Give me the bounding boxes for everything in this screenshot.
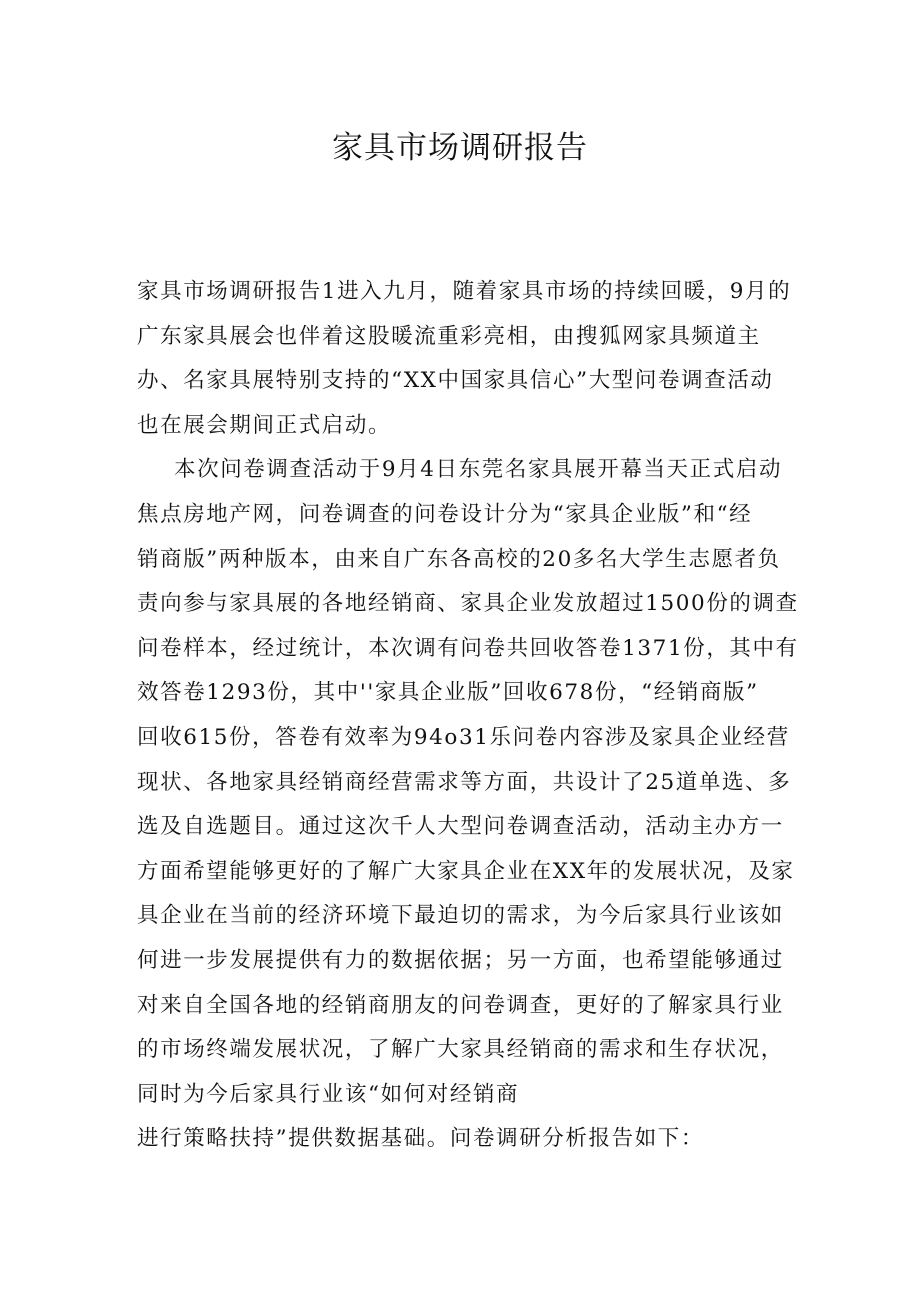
body-line: 的市场终端发展状况，了解广大家具经销商的需求和生存状况，	[137, 1037, 784, 1063]
body-line: 对来自全国各地的经销商朋友的问卷调查，更好的了解家具行业	[137, 992, 784, 1018]
body-line: 也在展会期间正式启动。	[137, 412, 392, 438]
body-line: 效答卷1293份，其中''家具企业版”回收678份，“经销商版”	[137, 680, 759, 706]
body-line: 选及自选题目。通过这次千人大型问卷调查活动，活动主办方一	[137, 814, 784, 840]
body-line: 问卷样本，经过统计，本次调有问卷共回收答卷1371份，其中有	[137, 635, 799, 661]
body-line: 本次问卷调查活动于9月4日东莞名家具展开幕当天正式启动	[174, 457, 783, 483]
body-line: 焦点房地产网，问卷调查的问卷设计分为“家具企业版”和“经	[137, 501, 753, 527]
body-line: 现状、各地家具经销商经营需求等方面，共设计了25道单选、多	[137, 769, 792, 795]
body-line: 家具市场调研报告1进入九月，随着家具市场的持续回暖，9月的	[137, 279, 792, 304]
body-line: 进行策略扶持”提供数据基础。问卷调研分析报告如下：	[137, 1126, 704, 1152]
body-line: 回收615份，答卷有效率为94o31乐问卷内容涉及家具企业经营	[137, 724, 790, 750]
body-line: 广东家具展会也伴着这股暖流重彩亮相，由搜狐网家具频道主	[137, 323, 761, 349]
body-line: 责向参与家具展的各地经销商、家具企业发放超过1500份的调查	[137, 591, 799, 617]
document-body	[137, 270, 797, 1162]
body-line: 同时为今后家具行业该“如何对经销商	[137, 1081, 520, 1107]
body-line: 办、名家具展特别支持的“XX中国家具信心”大型问卷调查活动	[137, 368, 774, 394]
body-line: 具企业在当前的经济环境下最迫切的需求，为今后家具行业该如	[137, 903, 784, 929]
body-line: 方面希望能够更好的了解广大家具企业在XX年的发展状况，及家	[137, 858, 795, 884]
document-title: 家具市场调研报告	[332, 130, 588, 166]
body-line: 销商版”两种版本，由来自广东各高校的20多名大学生志愿者负	[137, 546, 781, 572]
body-line: 何进一步发展提供有力的数据依据；另一方面，也希望能够通过	[137, 947, 784, 973]
